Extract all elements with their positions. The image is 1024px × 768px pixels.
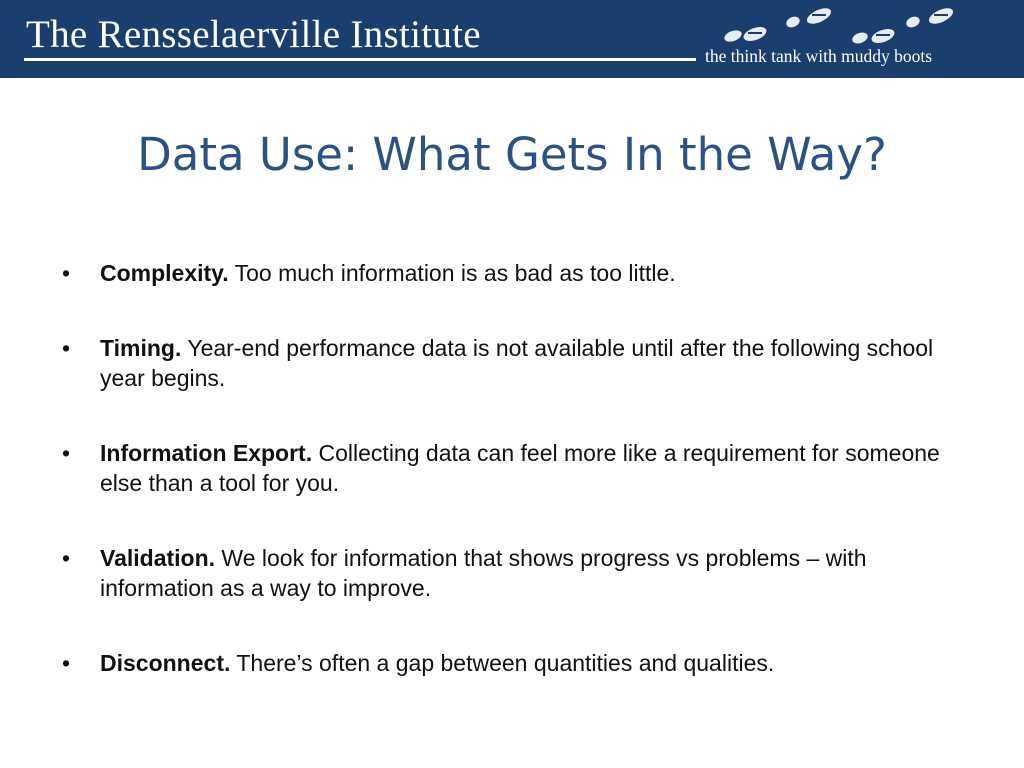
bullet-term: Disconnect. xyxy=(100,650,231,676)
bullet-term: Timing. xyxy=(100,335,182,361)
bullet-item xyxy=(100,258,980,288)
slide-title: Data Use: What Gets In the Way? xyxy=(137,128,887,181)
bullet-item xyxy=(100,543,980,603)
bullet-text: There’s often a gap between quantities and qualities. xyxy=(230,650,775,676)
bullet-term: Complexity. xyxy=(100,260,229,286)
bullet-item xyxy=(100,648,980,678)
bullet-text: We look for information that shows progress vs problems – with information as a way to improve. xyxy=(100,545,867,601)
tagline: the think tank with muddy boots xyxy=(705,46,933,66)
header-rule xyxy=(24,58,696,61)
bullet-term: Validation. xyxy=(100,545,216,571)
muddy-boot-prints-icon xyxy=(715,4,975,48)
bullet-text: Year-end performance data is not available until after the following school year begins. xyxy=(100,335,934,391)
bullet-item xyxy=(100,333,980,393)
bullet-item xyxy=(100,438,980,498)
bullet-text: Collecting data can feel more like a requirement for someone else than a tool for you. xyxy=(100,440,940,496)
bullet-term: Information Export. xyxy=(100,440,313,466)
bullet-list xyxy=(100,258,980,723)
organization-name: The Rensselaerville Institute xyxy=(26,13,481,56)
header-banner xyxy=(0,0,1024,78)
bullet-text: Too much information is as bad as too little. xyxy=(228,260,676,286)
